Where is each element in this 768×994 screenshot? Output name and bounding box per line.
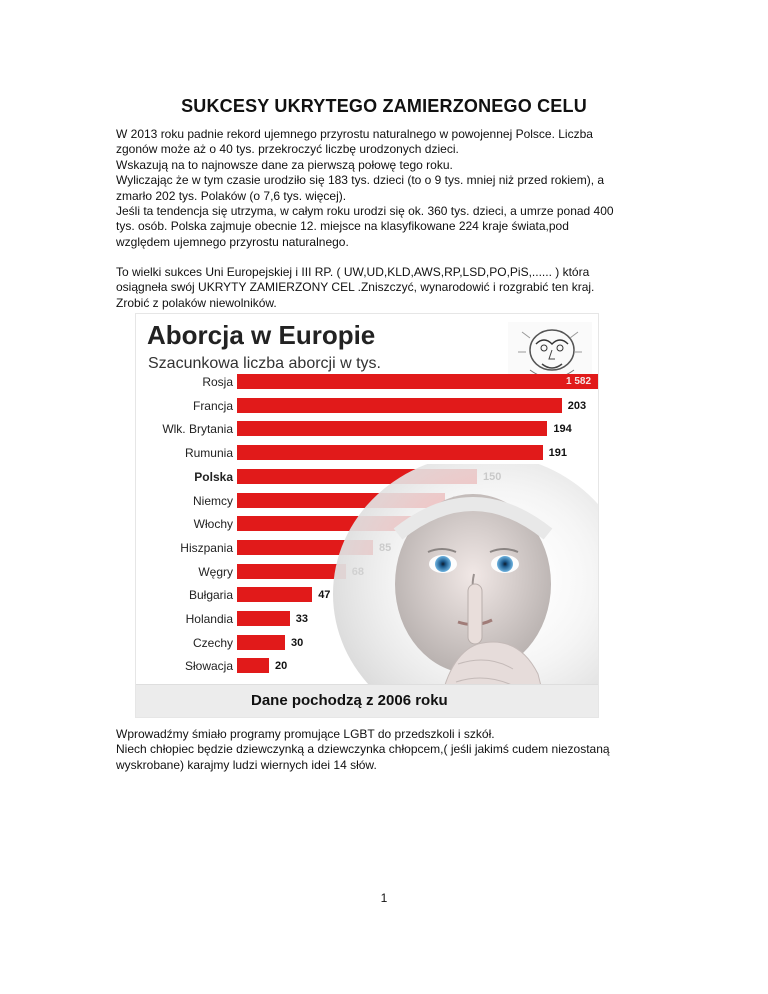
chart-footer-text: Dane pochodzą z 2006 roku (251, 692, 448, 709)
bar-category-label: Czechy (192, 635, 233, 650)
bar-category-label: Hiszpania (180, 540, 233, 555)
bar-value-label: 191 (548, 447, 567, 460)
bar-row (136, 396, 598, 418)
chart-subtitle: Szacunkowa liczba aborcji w tys. (148, 355, 381, 372)
bar (237, 635, 285, 650)
bar-category-label: Niemcy (192, 493, 233, 508)
bar-row (136, 372, 598, 394)
bar (237, 658, 269, 673)
bar-category-label: Bułgaria (188, 588, 233, 603)
page-number: 1 (380, 891, 388, 905)
bar-category-label: Holandia (185, 612, 233, 626)
bar-value-label: 20 (275, 660, 288, 673)
text-line: tys. osób. Polska zajmuje obecnie 12. miejsce na klasyfikowane 224 kraje świata,pod (116, 219, 569, 234)
bar-category-label: Francja (192, 398, 233, 413)
text-line: W 2013 roku padnie rekord ujemnego przyrostu naturalnego w powojennej Polsce. Liczba (116, 127, 593, 141)
text-line: Wprowadźmy śmiało programy promujące LGBT do przedszkoli i szkół. (116, 727, 495, 741)
bar (237, 611, 290, 626)
bar-category-label: Polska (194, 469, 233, 484)
bar-category-label: Wlk. Brytania (162, 422, 233, 437)
text-line: To wielki sukces Uni Europejskiej i III RP. ( UW,UD,KLD,AWS,RP,LSD,PO,PiS,...... ) która (116, 265, 590, 279)
bar (237, 421, 547, 436)
text-line: wyskrobane) karajmy ludzi wiernych idei 14 słów. (116, 757, 377, 772)
text-line: osiągneła swój UKRYTY ZAMIERZONY CEL .Zniszczyć, wynarodowić i rozgrabić ten kraj. (116, 280, 595, 295)
abortion-infographic (135, 313, 599, 718)
bar (237, 398, 562, 413)
bar (237, 374, 599, 389)
bar-value-label: 203 (567, 399, 587, 412)
bar-row (136, 443, 598, 465)
text-line: zmarło 202 tys. Polaków (o 7,6 tys. więcej). (116, 188, 347, 203)
text-line: Wskazują na to najnowsze dane za pierwszą połowę tego roku. (116, 157, 453, 172)
text-line: Jeśli ta tendencja się utrzyma, w całym roku urodzi się ok. 360 tys. dzieci, a umrze ponad 400 (116, 204, 614, 219)
text-line: Zrobić z polaków niewolników. (116, 295, 277, 310)
bar-category-label: Rosja (202, 375, 233, 389)
text-line: zgonów może aż o 40 tys. przekroczyć liczbę urodzonych dzieci. (116, 142, 459, 157)
bar-category-label: Węgry (198, 564, 233, 579)
bar-category-label: Rumunia (184, 446, 233, 461)
paragraph-birth-rate (116, 127, 656, 250)
text-line: względem ujemnego przyrostu naturalnego. (116, 234, 349, 249)
bar (237, 445, 543, 460)
chart-title: Aborcja w Europie (147, 320, 376, 350)
text-line: Wyliczając że w tym czasie urodziło się 183 tys. dzieci (to o 9 tys. mniej niż przed rokiem), a (116, 173, 605, 188)
chart-footer (136, 684, 598, 717)
bar-category-label: Słowacja (184, 659, 233, 674)
page-title: SUKCESY UKRYTEGO ZAMIERZONEGO CELU (181, 96, 587, 116)
bar-row (136, 419, 598, 441)
bar-category-label: Włochy (193, 517, 233, 532)
bar-value-label: 30 (291, 636, 304, 649)
paragraph-programs (116, 727, 656, 773)
paragraph-success (116, 265, 656, 311)
bar-value-label: 33 (295, 613, 309, 625)
bar-value-label: 47 (318, 589, 331, 602)
bar-value-label: 194 (553, 423, 572, 436)
text-line: Niech chłopiec będzie dziewczynką a dziewczynka chłopcem,( jeśli jakimś cudem niezostaną (116, 742, 610, 757)
bar-value-label: 1 582 (566, 376, 592, 387)
